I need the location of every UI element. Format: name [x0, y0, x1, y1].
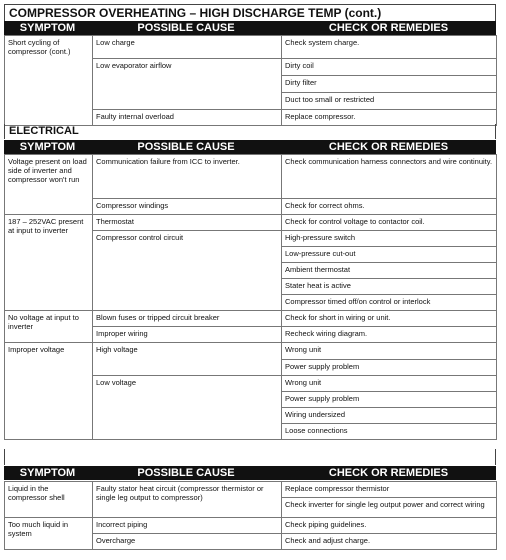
- remedy-cell: Check piping guidelines.: [282, 518, 497, 534]
- remedy-cell: Check for control voltage to contactor coil.: [282, 215, 497, 231]
- remedy-cell: Dirty coil: [282, 58, 497, 75]
- cause-cell: Overcharge: [93, 534, 282, 550]
- cause-cell: Low voltage: [93, 376, 282, 440]
- cause-cell: Thermostat: [93, 215, 282, 231]
- cause-cell: Faulty stator heat circuit (compressor thermistor or single leg output to compressor): [93, 482, 282, 518]
- remedy-cell: Check communication harness connectors and wire continuity.: [282, 155, 497, 199]
- remedy-cell: Recheck wiring diagram.: [282, 327, 497, 343]
- remedy-cell: Compressor timed off/on control or interlock: [282, 295, 497, 311]
- remedy-cell: Ambient thermostat: [282, 263, 497, 279]
- remedy-cell: Wrong unit: [282, 376, 497, 392]
- remedy-header: CHECK OR REMEDIES: [328, 467, 449, 479]
- remedy-cell: Check and adjust charge.: [282, 534, 497, 550]
- table-row: [5, 215, 497, 231]
- remedy-cell: Check for short in wiring or unit.: [282, 311, 497, 327]
- cause-header: POSSIBLE CAUSE: [137, 22, 235, 34]
- cause-cell: Compressor windings: [93, 199, 282, 215]
- table-row: [5, 343, 497, 360]
- cause-cell: Low charge: [93, 36, 282, 59]
- symptom-cell: Liquid in the compressor shell: [5, 482, 93, 518]
- table-row: [5, 155, 497, 199]
- section-label-electrical: ELECTRICAL: [4, 124, 496, 139]
- symptom-header: SYMPTOM: [19, 22, 76, 34]
- symptom-cell: [5, 75, 93, 92]
- remedy-cell: Check for correct ohms.: [282, 199, 497, 215]
- remedy-cell: Wiring undersized: [282, 408, 497, 424]
- page-title: COMPRESSOR OVERHEATING – HIGH DISCHARGE TEMP (cont.): [4, 4, 496, 21]
- cause-header: POSSIBLE CAUSE: [137, 467, 235, 479]
- electrical-table: [4, 154, 497, 440]
- table-row: [5, 36, 497, 59]
- remedy-cell: Duct too small or restricted: [282, 92, 497, 109]
- symptom-cell: [5, 92, 93, 109]
- remedy-cell: Low-pressure cut-out: [282, 247, 497, 263]
- liquid-table: [4, 481, 497, 550]
- symptom-cell: 187 – 252VAC present at input to inverter: [5, 215, 93, 311]
- remedy-cell: Stater heat is active: [282, 279, 497, 295]
- symptom-cell: Voltage present on load side of inverter and compressor won't run: [5, 155, 93, 199]
- symptom-cell: [5, 58, 93, 75]
- symptom-cell: Too much liquid in system: [5, 518, 93, 550]
- remedy-cell: High-pressure switch: [282, 231, 497, 247]
- table-row: [5, 311, 497, 327]
- table-row: [5, 518, 497, 534]
- remedy-header: CHECK OR REMEDIES: [328, 22, 449, 34]
- cause-cell: High voltage: [93, 343, 282, 376]
- remedy-cell: Replace compressor thermistor: [282, 482, 497, 498]
- symptom-cell: Short cycling of compressor (cont.): [5, 36, 93, 59]
- table-header: [4, 21, 496, 35]
- cause-header: POSSIBLE CAUSE: [137, 141, 235, 153]
- symptom-header: SYMPTOM: [19, 467, 76, 479]
- symptom-cell: [5, 199, 93, 215]
- table-row: [5, 482, 497, 498]
- table-row: [5, 199, 497, 215]
- cause-cell: Incorrect piping: [93, 518, 282, 534]
- table-row: [5, 58, 497, 75]
- remedy-cell: Check system charge.: [282, 36, 497, 59]
- remedy-cell: Loose connections: [282, 424, 497, 440]
- symptom-cell: Improper voltage: [5, 343, 93, 440]
- remedy-cell: Power supply problem: [282, 392, 497, 408]
- section-spacer: [4, 449, 496, 465]
- remedy-header: CHECK OR REMEDIES: [328, 141, 449, 153]
- table-row: [5, 109, 497, 125]
- table-header: [4, 140, 496, 154]
- table-header: [4, 466, 496, 480]
- cause-cell: Low evaporator airflow: [93, 58, 282, 109]
- symptom-cell: No voltage at input to inverter: [5, 311, 93, 343]
- remedy-cell: Replace compressor.: [282, 109, 497, 125]
- cause-cell: Faulty internal overload: [93, 109, 282, 125]
- symptom-header: SYMPTOM: [19, 141, 76, 153]
- remedy-cell: Power supply problem: [282, 360, 497, 376]
- cause-cell: Improper wiring: [93, 327, 282, 343]
- symptom-cell: [5, 109, 93, 125]
- overheating-table: [4, 35, 497, 126]
- remedy-cell: Check inverter for single leg output power and correct wiring: [282, 498, 497, 518]
- cause-cell: Communication failure from ICC to inverter.: [93, 155, 282, 199]
- cause-cell: Blown fuses or tripped circuit breaker: [93, 311, 282, 327]
- remedy-cell: Wrong unit: [282, 343, 497, 360]
- cause-cell: Compressor control circuit: [93, 231, 282, 311]
- remedy-cell: Dirty filter: [282, 75, 497, 92]
